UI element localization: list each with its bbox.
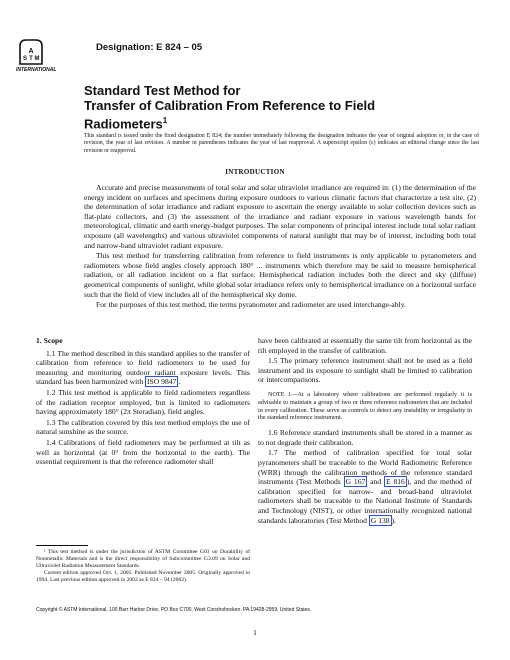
astm-logo	[14, 38, 70, 76]
g-138-link[interactable]: G 138	[370, 515, 390, 525]
intro-paragraph-1: Accurate and precise measurements of total solar and solar ultraviolet irradiance are required in: (1) the determination of the energy incident on surfaces and specimens during exposure outdoors to various climatic factors that characterize a test site, (2) the determination of solar irradiance and radiant exposure to ascertain the energy available to solar collection devices such as flat-plate collectors, and (3) the assessment of the irradiance and radiant exposure in various wavelength bands for meteorological, climatic and earth energy-budget purposes. The solar components of principal interest include total solar radiant exposure (all wavelengths) and various ultraviolet components of natural sunlight that may be of interest, including both total and narrow-band ultraviolet radiant exposure.	[84, 183, 476, 250]
document-title	[84, 83, 464, 131]
section-1-3: 1.3 The calibration covered by this test method employs the use of natural sunshine as the source.	[36, 417, 250, 437]
astm-logo-icon	[14, 38, 70, 76]
section-1-1	[36, 349, 250, 387]
section-1-7-text-a: 1.7 The method of calibration specified for total solar pyranometers shall be traceable to the World Radiometric Reference (WRR) through the calibration methods of the reference standard instruments (Test Methods	[258, 448, 472, 487]
section-1-7-and: and	[370, 477, 382, 487]
copyright: Copyright © ASTM International, 100 Barr Harbor Drive, PO Box C700, West Conshohocken, PA 19428-2959, United States.	[36, 607, 312, 613]
title-line-1: Standard Test Method for	[84, 83, 241, 98]
footnote-rule	[36, 545, 88, 546]
section-1-4-continued: have been calibrated at essentially the same tilt from horizontal as the tilt employed in the transfer of calibration.	[258, 336, 472, 355]
section-1-5: 1.5 The primary reference instrument shall not be used as a field instrument and its exposure to sunlight shall be limited to calibration or intercomparisons.	[258, 356, 472, 385]
footnote-1: ¹ This test method is under the jurisdiction of ASTM Committee G03 on Durability of Nonmetallic Materials and is the direct responsibility of Subcommittee G3.09 on Solar and Ultraviolet Radiation Measurement Standards.	[36, 549, 250, 569]
e-816-link[interactable]: E 816	[385, 477, 405, 487]
svg-text:M: M	[34, 56, 40, 62]
right-column	[258, 336, 472, 526]
title-footnote-mark: 1	[162, 116, 168, 125]
title-line-3: Radiometers	[84, 116, 163, 132]
issued-note: This standard is issued under the fixed designation E 824; the number immediately following the designation indicates the year of original adoption or, in the case of revision, the year of last revision. A number in parentheses indicates the year of last reapproval. A superscript epsilon (ε) indicates an editorial change since the last revision or reapproval.	[84, 133, 479, 154]
section-1-4: 1.4 Calibrations of field radiometers may be performed at tilt as well as horizontal (at 0° from the horizontal to the earth). The essential requirement is that the reference radiometer shall	[36, 437, 250, 467]
logo-text: INTERNATIONAL	[16, 67, 57, 73]
section-1-1-end: .	[178, 377, 181, 387]
page-number: 1	[253, 628, 257, 637]
designation: Designation: E 824 – 05	[96, 42, 203, 53]
scope-heading: 1. Scope	[36, 336, 63, 345]
introduction-body	[84, 183, 476, 311]
svg-text:T: T	[29, 56, 33, 62]
left-column	[36, 336, 250, 468]
footnote-approval: Current edition approved Oct. 1, 2005. Published November 2005. Originally approved in 1994. Last previous edition approved in 2002 as E 824 – 94 (2002).	[36, 570, 250, 583]
svg-text:A: A	[28, 48, 34, 55]
title-line-2: Transfer of Calibration From Reference to Field	[84, 98, 376, 113]
iso-9847-link[interactable]: ISO 9847	[147, 377, 177, 387]
intro-paragraph-2: This test method for transferring calibration from reference to field instruments is only applicable to pyranometers and radiometers whose field angles closely approach 180° ... instruments which therefore may be said to measure hemispherical radiation, or all radiation incident on a flat surface. Hemispherical radiation includes both the direct and sky (diffuse) geometrical components of sunlight, while global solar irradiance refers only to hemispherical irradiance on a horizontal surface such that the field of view includes all of the hemispherical sky dome.	[84, 251, 476, 299]
footnote	[36, 549, 250, 584]
note-1: NOTE 1—At a laboratory where calibrations are performed regularly it is advisable to maintain a group of two or three reference radiometers that are included in every calibration. These serve as controls to detect any instability or irregularity in the standard reference instrument.	[258, 390, 472, 422]
section-1-6: 1.6 Reference standard instruments shall be stored in a manner as to not degrade their calibration.	[258, 428, 472, 447]
section-1-7	[258, 448, 472, 525]
section-1-2: 1.2 This test method is applicable to field radiometers regardless of the radiation receptor employed, but is limited to radiometers having approximately 180° (2π Steradian), field angles.	[36, 387, 250, 417]
g-167-link[interactable]: G 167	[345, 477, 366, 487]
section-1-7-end: ).	[391, 515, 397, 525]
intro-paragraph-3: For the purposes of this test method, the terms pyranometer and radiometer are used interchange-ably.	[96, 300, 406, 310]
section-1-1-text: 1.1 The method described in this standard applies to the transfer of calibration from reference to field radiometers to be used for measuring and monitoring outdoor radiant exposure levels. This standard has been harmonized with	[36, 348, 250, 387]
introduction-heading: INTRODUCTION	[225, 168, 285, 176]
svg-text:S: S	[22, 56, 28, 62]
section-1-7-text-c: ), and the method of calibration specified for narrow- and broad-band ultraviolet radiometers shall be traceable to the National Institute of Standards and Technology (NIST), or other internationally recognized national standards laboratories (Test Method	[258, 477, 472, 525]
